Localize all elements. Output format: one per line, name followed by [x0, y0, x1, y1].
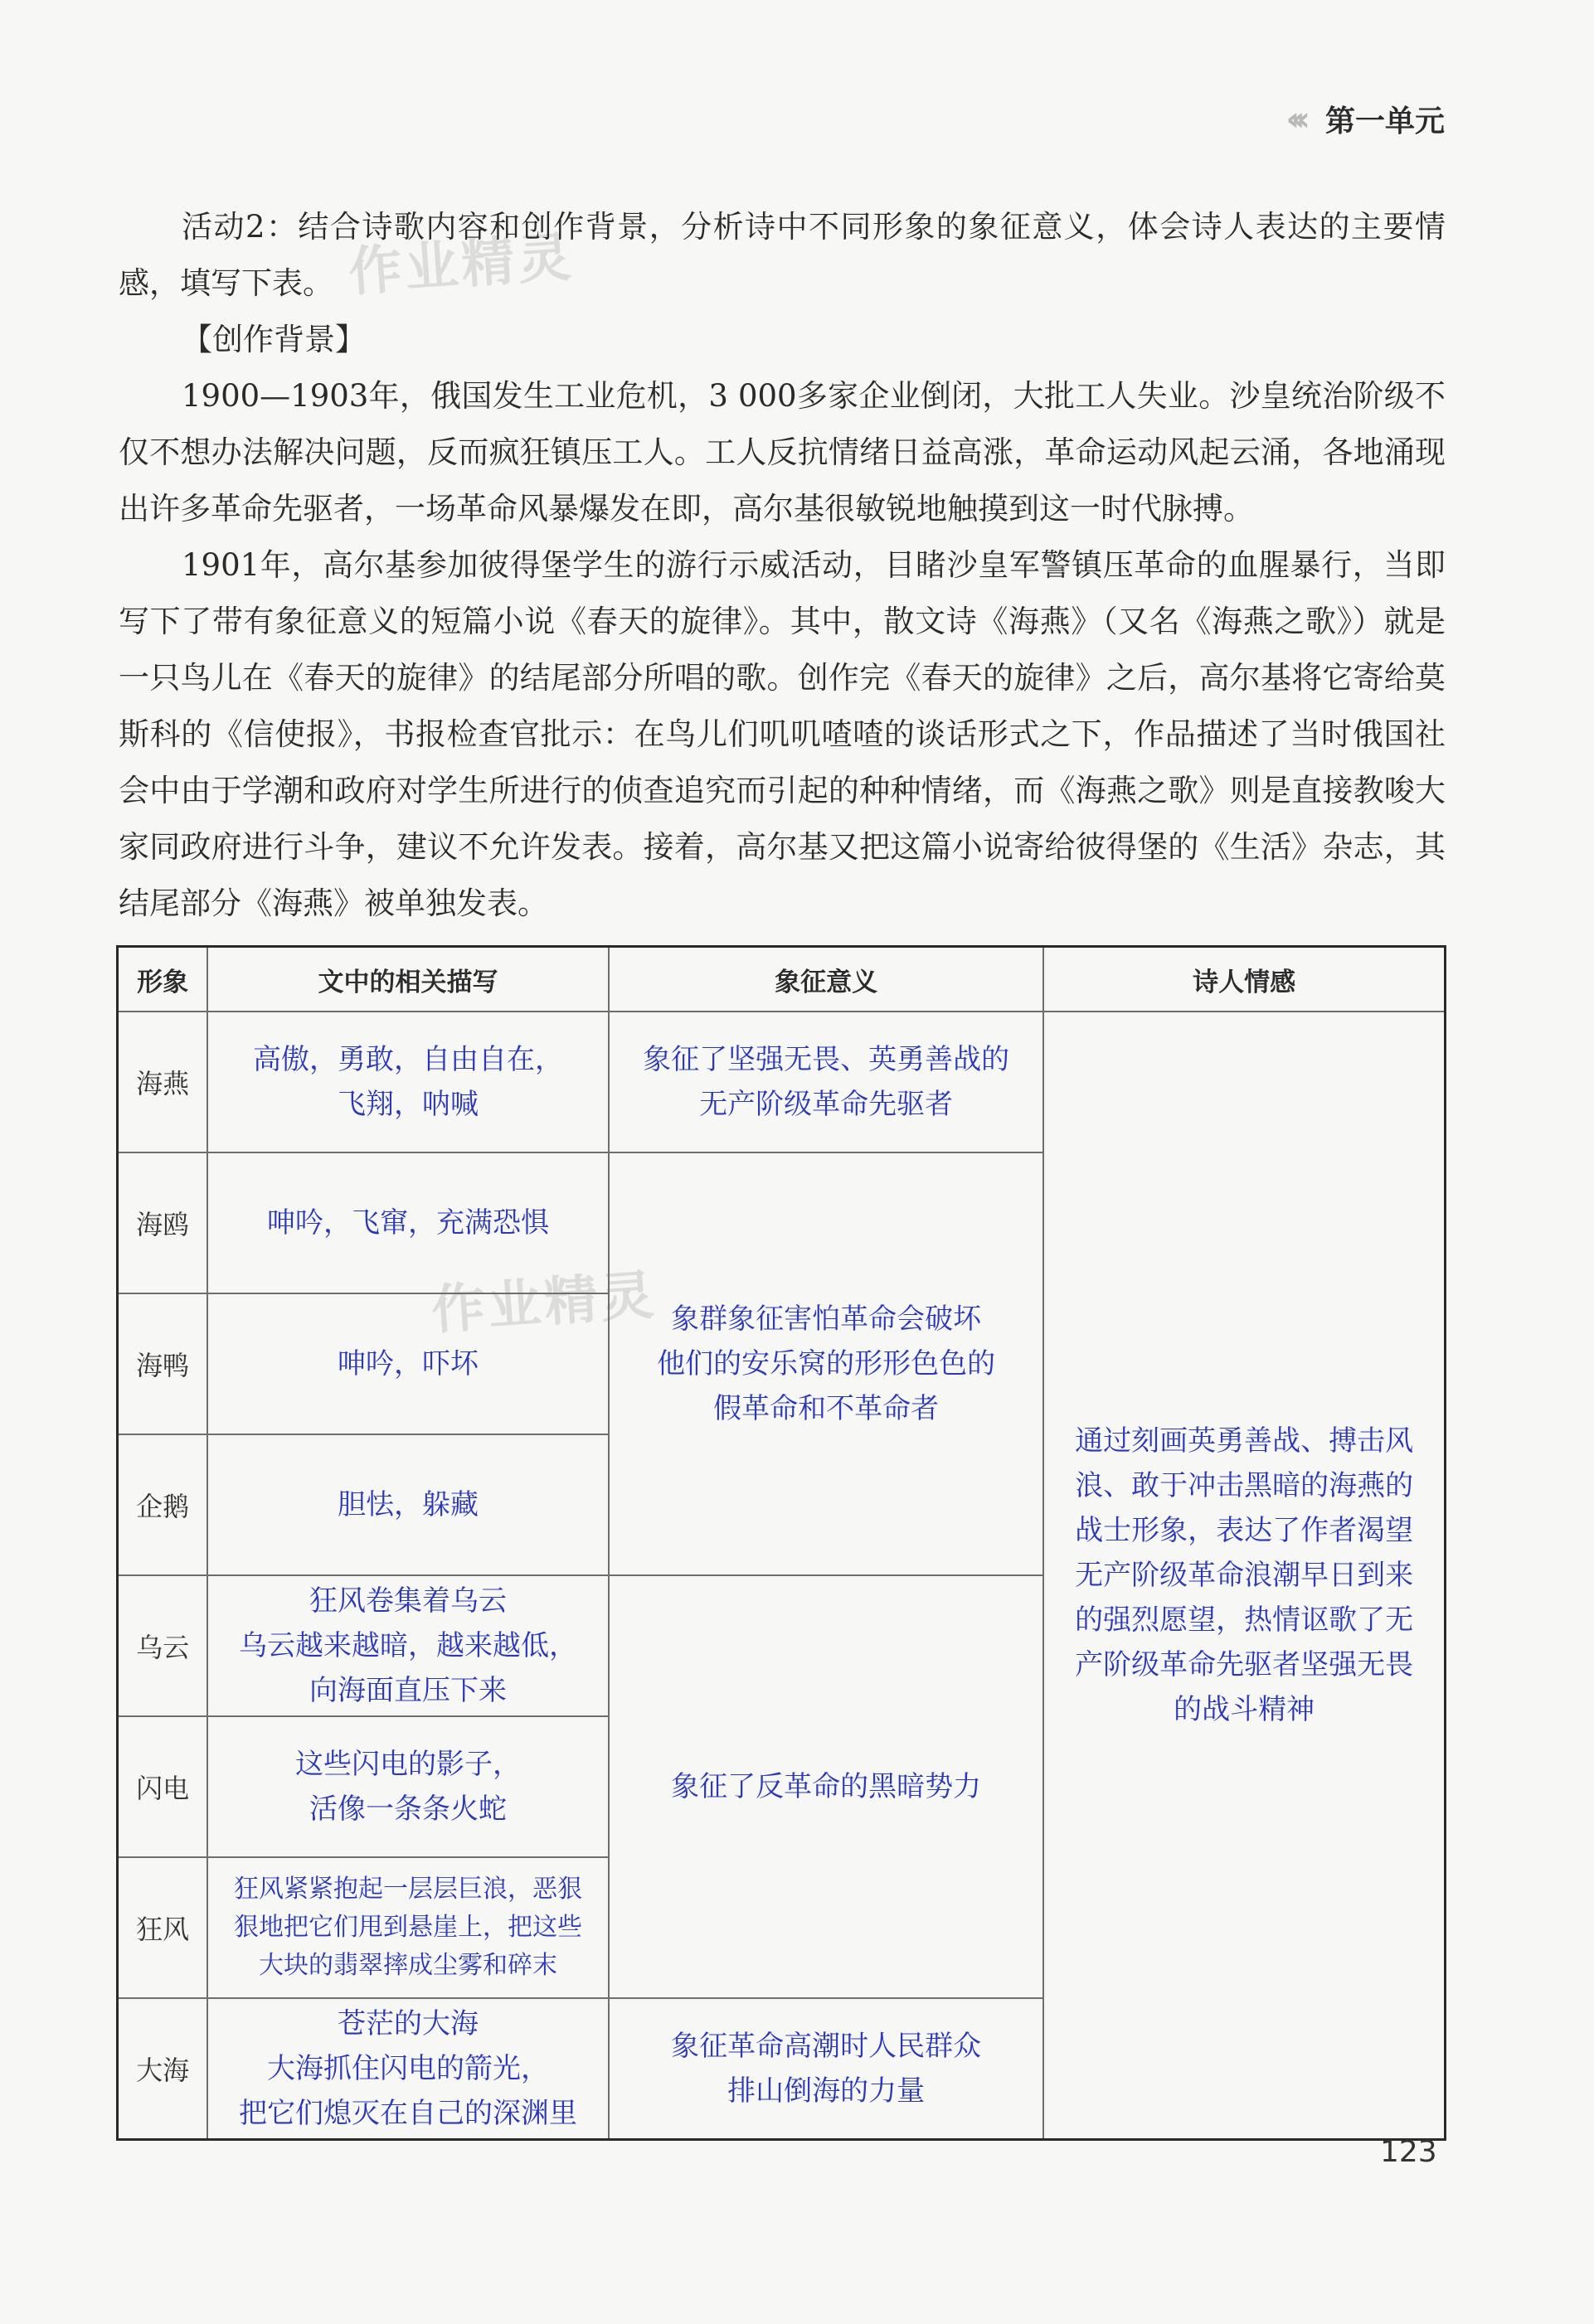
watermark-logo: 作业精灵 — [347, 226, 576, 304]
description-cell: 这些闪电的影子， 活像一条条火蛇 — [207, 1716, 609, 1857]
background-paragraph-1: 1900—1903年，俄国发生工业危机，3 000多家企业倒闭，大批工人失业。沙皇统治阶级不仅不想办法解决问题，反而疯狂镇压工人。工人反抗情绪日益高涨，革命运动风起云涌，各地涌现出许多革命先驱者，一场革命风暴爆发在即，高尔基很敏锐地触摸到这一时代脉搏。 — [119, 378, 1446, 526]
section-title: 【创作背景】 — [182, 322, 366, 357]
symbolism-cell: 象征革命高潮时人民群众 排山倒海的力量 — [609, 1998, 1043, 2139]
image-cell: 海燕 — [118, 1012, 208, 1152]
description-cell: 狂风紧紧抱起一层层巨浪，恶狠 狠地把它们甩到悬崖上，把这些 大块的翡翠摔成尘雾和碎末 — [207, 1857, 609, 1998]
description-cell: 苍茫的大海 大海抓住闪电的箭光， 把它们熄灭在自己的深渊里 — [207, 1998, 609, 2139]
image-cell: 企鹅 — [118, 1434, 208, 1575]
header-feeling: 诗人情感 — [1043, 947, 1445, 1012]
page-header — [1286, 98, 1445, 140]
image-cell: 狂风 — [118, 1857, 208, 1998]
page-number: 123 — [1380, 2135, 1437, 2169]
description-cell: 呻吟，飞窜，充满恐惧 — [207, 1152, 609, 1293]
description-cell: 高傲，勇敢，自由自在， 飞翔，呐喊 — [207, 1012, 609, 1152]
symbolism-cell: 象群象征害怕革命会破坏 他们的安乐窝的形形色色的 假革命和不革命者 — [609, 1152, 1043, 1575]
symbolism-cell: 象征了反革命的黑暗势力 — [609, 1575, 1043, 1998]
description-cell: 胆怯，躲藏 — [207, 1434, 609, 1575]
unit-title: 第一单元 — [1324, 104, 1445, 138]
image-cell: 闪电 — [118, 1716, 208, 1857]
table-row — [118, 1012, 1446, 1152]
description-cell: 狂风卷集着乌云 乌云越来越暗，越来越低， 向海面直压下来 — [207, 1575, 609, 1716]
image-cell: 海鸭 — [118, 1293, 208, 1434]
chevron-left-icon: ‹‹‹ — [1285, 99, 1302, 138]
background-paragraph-2: 1901年，高尔基参加彼得堡学生的游行示威活动，目睹沙皇军警镇压革命的血腥暴行，当即写下了带有象征意义的短篇小说《春天的旋律》。其中，散文诗《海燕》（又名《海燕之歌》）就是一只鸟儿在《春天的旋律》的结尾部分所唱的歌。创作完《春天的旋律》之后，高尔基将它寄给莫斯科的《信使报》，书报检查官批示：在鸟儿们叽叽喳喳的谈话形式之下，作品描述了当时俄国社会中由于学潮和政府对学生所进行的侦查追究而引起的种种情绪，而《海燕之歌》则是直接教唆大家同政府进行斗争，建议不允许发表。接着，高尔基又把这篇小说寄给彼得堡的《生活》杂志，其结尾部分《海燕》被单独发表。 — [119, 547, 1446, 921]
header-description: 文中的相关描写 — [207, 947, 609, 1012]
imagery-table — [116, 945, 1446, 2141]
image-cell: 海鸥 — [118, 1152, 208, 1293]
header-image: 形象 — [118, 947, 208, 1012]
description-cell: 呻吟，吓坏 — [207, 1293, 609, 1434]
table-header-row — [118, 947, 1446, 1012]
image-cell: 大海 — [118, 1998, 208, 2139]
watermark-logo: 作业精灵 — [430, 1264, 659, 1342]
feeling-cell: 通过刻画英勇善战、搏击风 浪、敢于冲击黑暗的海燕的 战士形象，表达了作者渴望 无产阶级革命浪潮早日到来 的强烈愿望，热情讴歌了无 产阶级革命先驱者坚强无畏 的战斗精神 — [1043, 1012, 1445, 2139]
activity-instruction: 活动2：结合诗歌内容和创作背景，分析诗中不同形象的象征意义，体会诗人表达的主要情感，填写下表。 — [119, 209, 1446, 301]
symbolism-cell: 象征了坚强无畏、英勇善战的 无产阶级革命先驱者 — [609, 1012, 1043, 1152]
image-cell: 乌云 — [118, 1575, 208, 1716]
header-symbolism: 象征意义 — [609, 947, 1043, 1012]
